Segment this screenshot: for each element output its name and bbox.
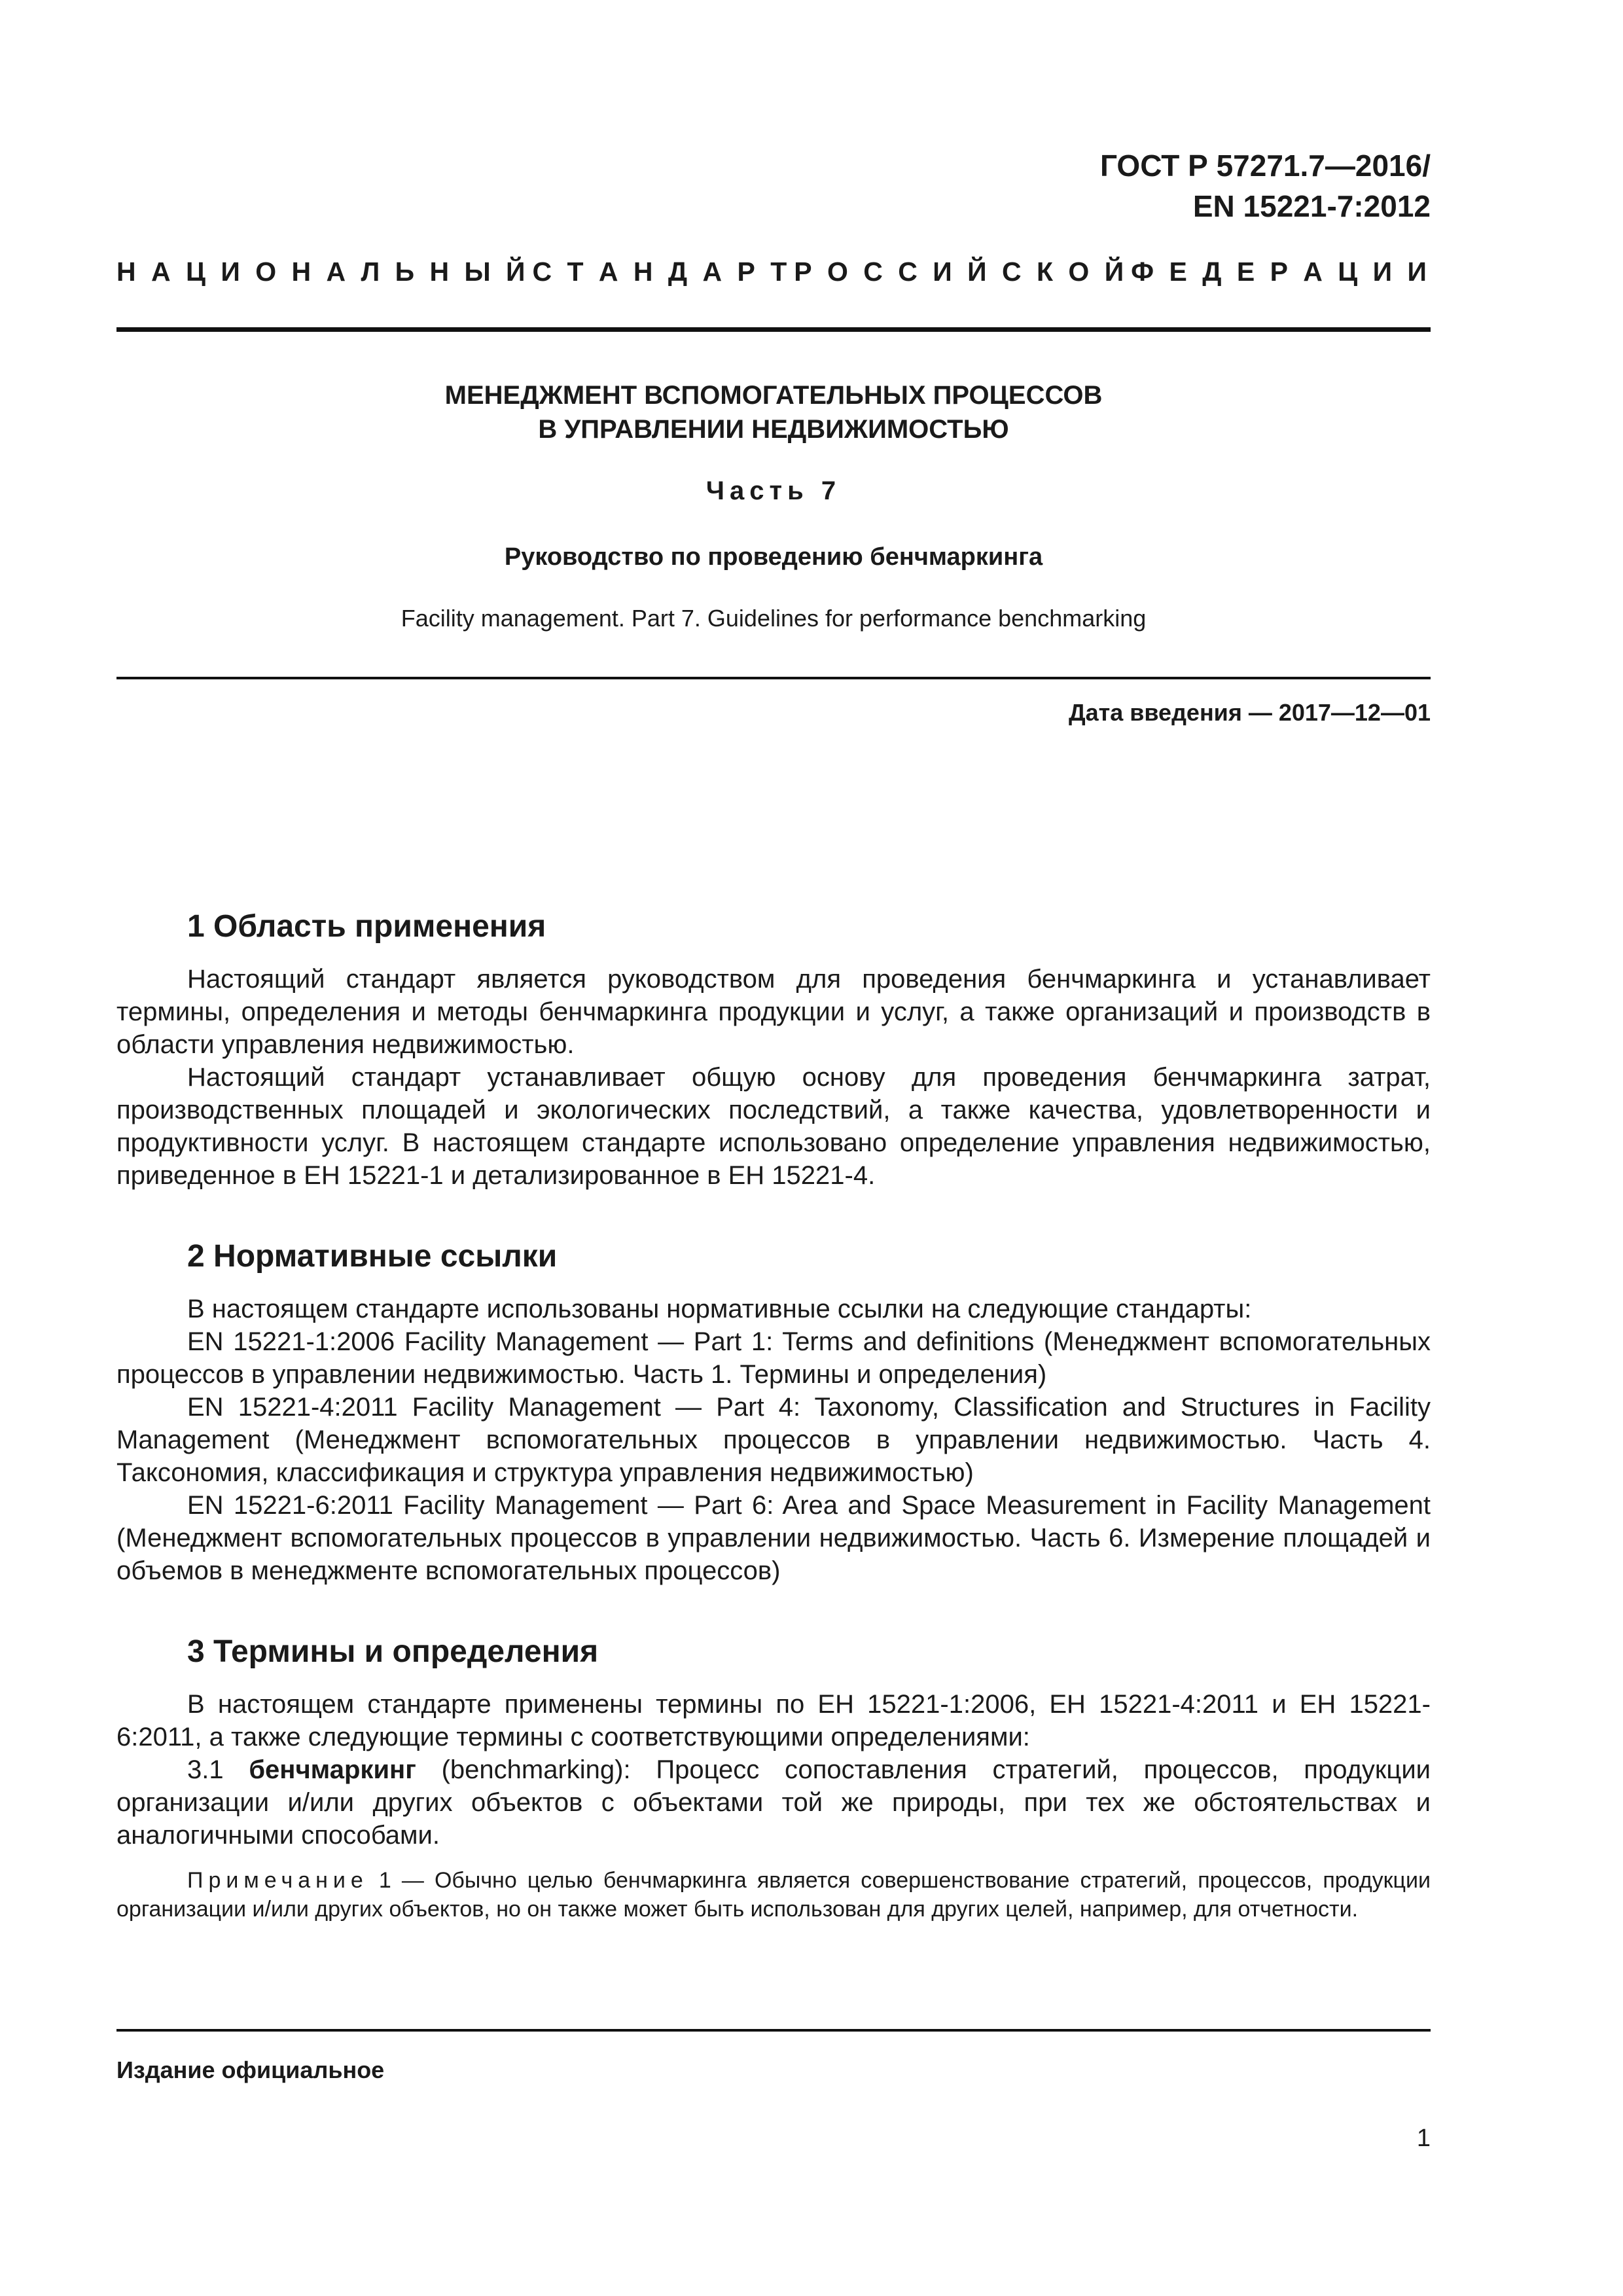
paragraph: В настоящем стандарте применены термины по ЕН 15221-1:2006, ЕН 15221-4:2011 и ЕН 15221-6:2011, а также следующие термины с соответствующими определениями:	[116, 1690, 1431, 1751]
term-number: 3.1	[187, 1755, 249, 1784]
subtitle: Руководство по проведению бенчмаркинга	[504, 543, 1043, 571]
standard-code	[1100, 145, 1431, 226]
header-divider	[116, 327, 1431, 332]
paragraph: Настоящий стандарт является руководством для проведения бенчмаркинга и устанавливает термины, определения и методы бенчмаркинга продукции и услуг, а также организаций и производств в области управления недвижимостью.	[116, 965, 1431, 1059]
note-label: Примечание	[187, 1868, 368, 1893]
banner-word: С Т А Н Д А Р Т	[532, 257, 791, 287]
term-definition-text: (benchmarking): Процесс сопоставления стратегий, процессов, продукции организации и/или других объектов с объектами той же природы, при тех же обстоятельствах и аналогичными способами.	[116, 1755, 1431, 1850]
reference-item: EN 15221-4:2011 Facility Management — Part 4: Taxonomy, Classification and Structures in Facility Management (Менеджмент вспомогательных процессов в управлении недвижимостью. Часть 4. Таксономия, классификация и структура управления недвижимостью)	[116, 1393, 1431, 1487]
footer-divider	[116, 2029, 1431, 2032]
reference-item: EN 15221-6:2011 Facility Management — Part 6: Area and Space Measurement in Facility Management (Менеджмент вспомогательных процессов в управлении недвижимостью. Часть 6. Измерение площадей и объемов в менеджменте вспомогательных процессов)	[116, 1491, 1431, 1585]
standard-code-line2: EN 15221-7:2012	[1192, 189, 1431, 223]
note-text: 1 — Обычно целью бенчмаркинга является совершенствование стратегий, процессов, продукции организации и/или других объектов, но он также может быть использован для других целей, например, для отчетности.	[116, 1868, 1431, 1922]
english-title: Facility management. Part 7. Guidelines for performance benchmarking	[401, 605, 1147, 632]
section-heading: 3 Термины и определения	[187, 1634, 599, 1669]
banner-word: Ф Е Д Е Р А Ц И И	[1131, 257, 1431, 287]
edition-label: Издание официальное	[116, 2056, 385, 2083]
national-standard-banner	[116, 257, 1431, 287]
paragraph: В настоящем стандарте использованы нормативные ссылки на следующие стандарты:	[187, 1295, 1252, 1323]
section-heading: 2 Нормативные ссылки	[187, 1239, 558, 1274]
term: бенчмаркинг	[249, 1755, 416, 1784]
title-line1: МЕНЕДЖМЕНТ ВСПОМОГАТЕЛЬНЫХ ПРОЦЕССОВ	[444, 381, 1103, 410]
paragraph: Настоящий стандарт устанавливает общую основу для проведения бенчмаркинга затрат, производственных площадей и экологических последствий, а также качества, удовлетворенности и продуктивности услуг. В настоящем стандарте использовано определение управления недвижимостью, приведенное в ЕН 15221-1 и детализированное в ЕН 15221-4.	[116, 1063, 1431, 1190]
note	[116, 1866, 1431, 1924]
introduction-date: Дата введения — 2017—12—01	[1068, 699, 1431, 726]
banner-word: Н А Ц И О Н А Л Ь Н Ы Й	[116, 257, 529, 287]
title-block	[116, 378, 1431, 632]
section-terms-definitions	[116, 1634, 1431, 1924]
section-heading: 1 Область применения	[187, 909, 546, 944]
document-page	[116, 0, 1431, 2296]
section-scope	[116, 908, 1431, 1192]
section-normative-references	[116, 1238, 1431, 1587]
banner-word: Р О С С И Й С К О Й	[794, 257, 1128, 287]
part-label: Часть 7	[705, 476, 842, 505]
title-line2: В УПРАВЛЕНИИ НЕДВИЖИМОСТЬЮ	[538, 415, 1009, 444]
standard-code-line1: ГОСТ Р 57271.7—2016/	[1099, 149, 1431, 183]
page-number: 1	[1416, 2125, 1431, 2152]
term-definition	[116, 1753, 1431, 1852]
title-divider	[116, 677, 1431, 679]
reference-item: EN 15221-1:2006 Facility Management — Part 1: Terms and definitions (Менеджмент вспомогательных процессов в управлении недвижимостью. Часть 1. Термины и определения)	[116, 1327, 1431, 1389]
